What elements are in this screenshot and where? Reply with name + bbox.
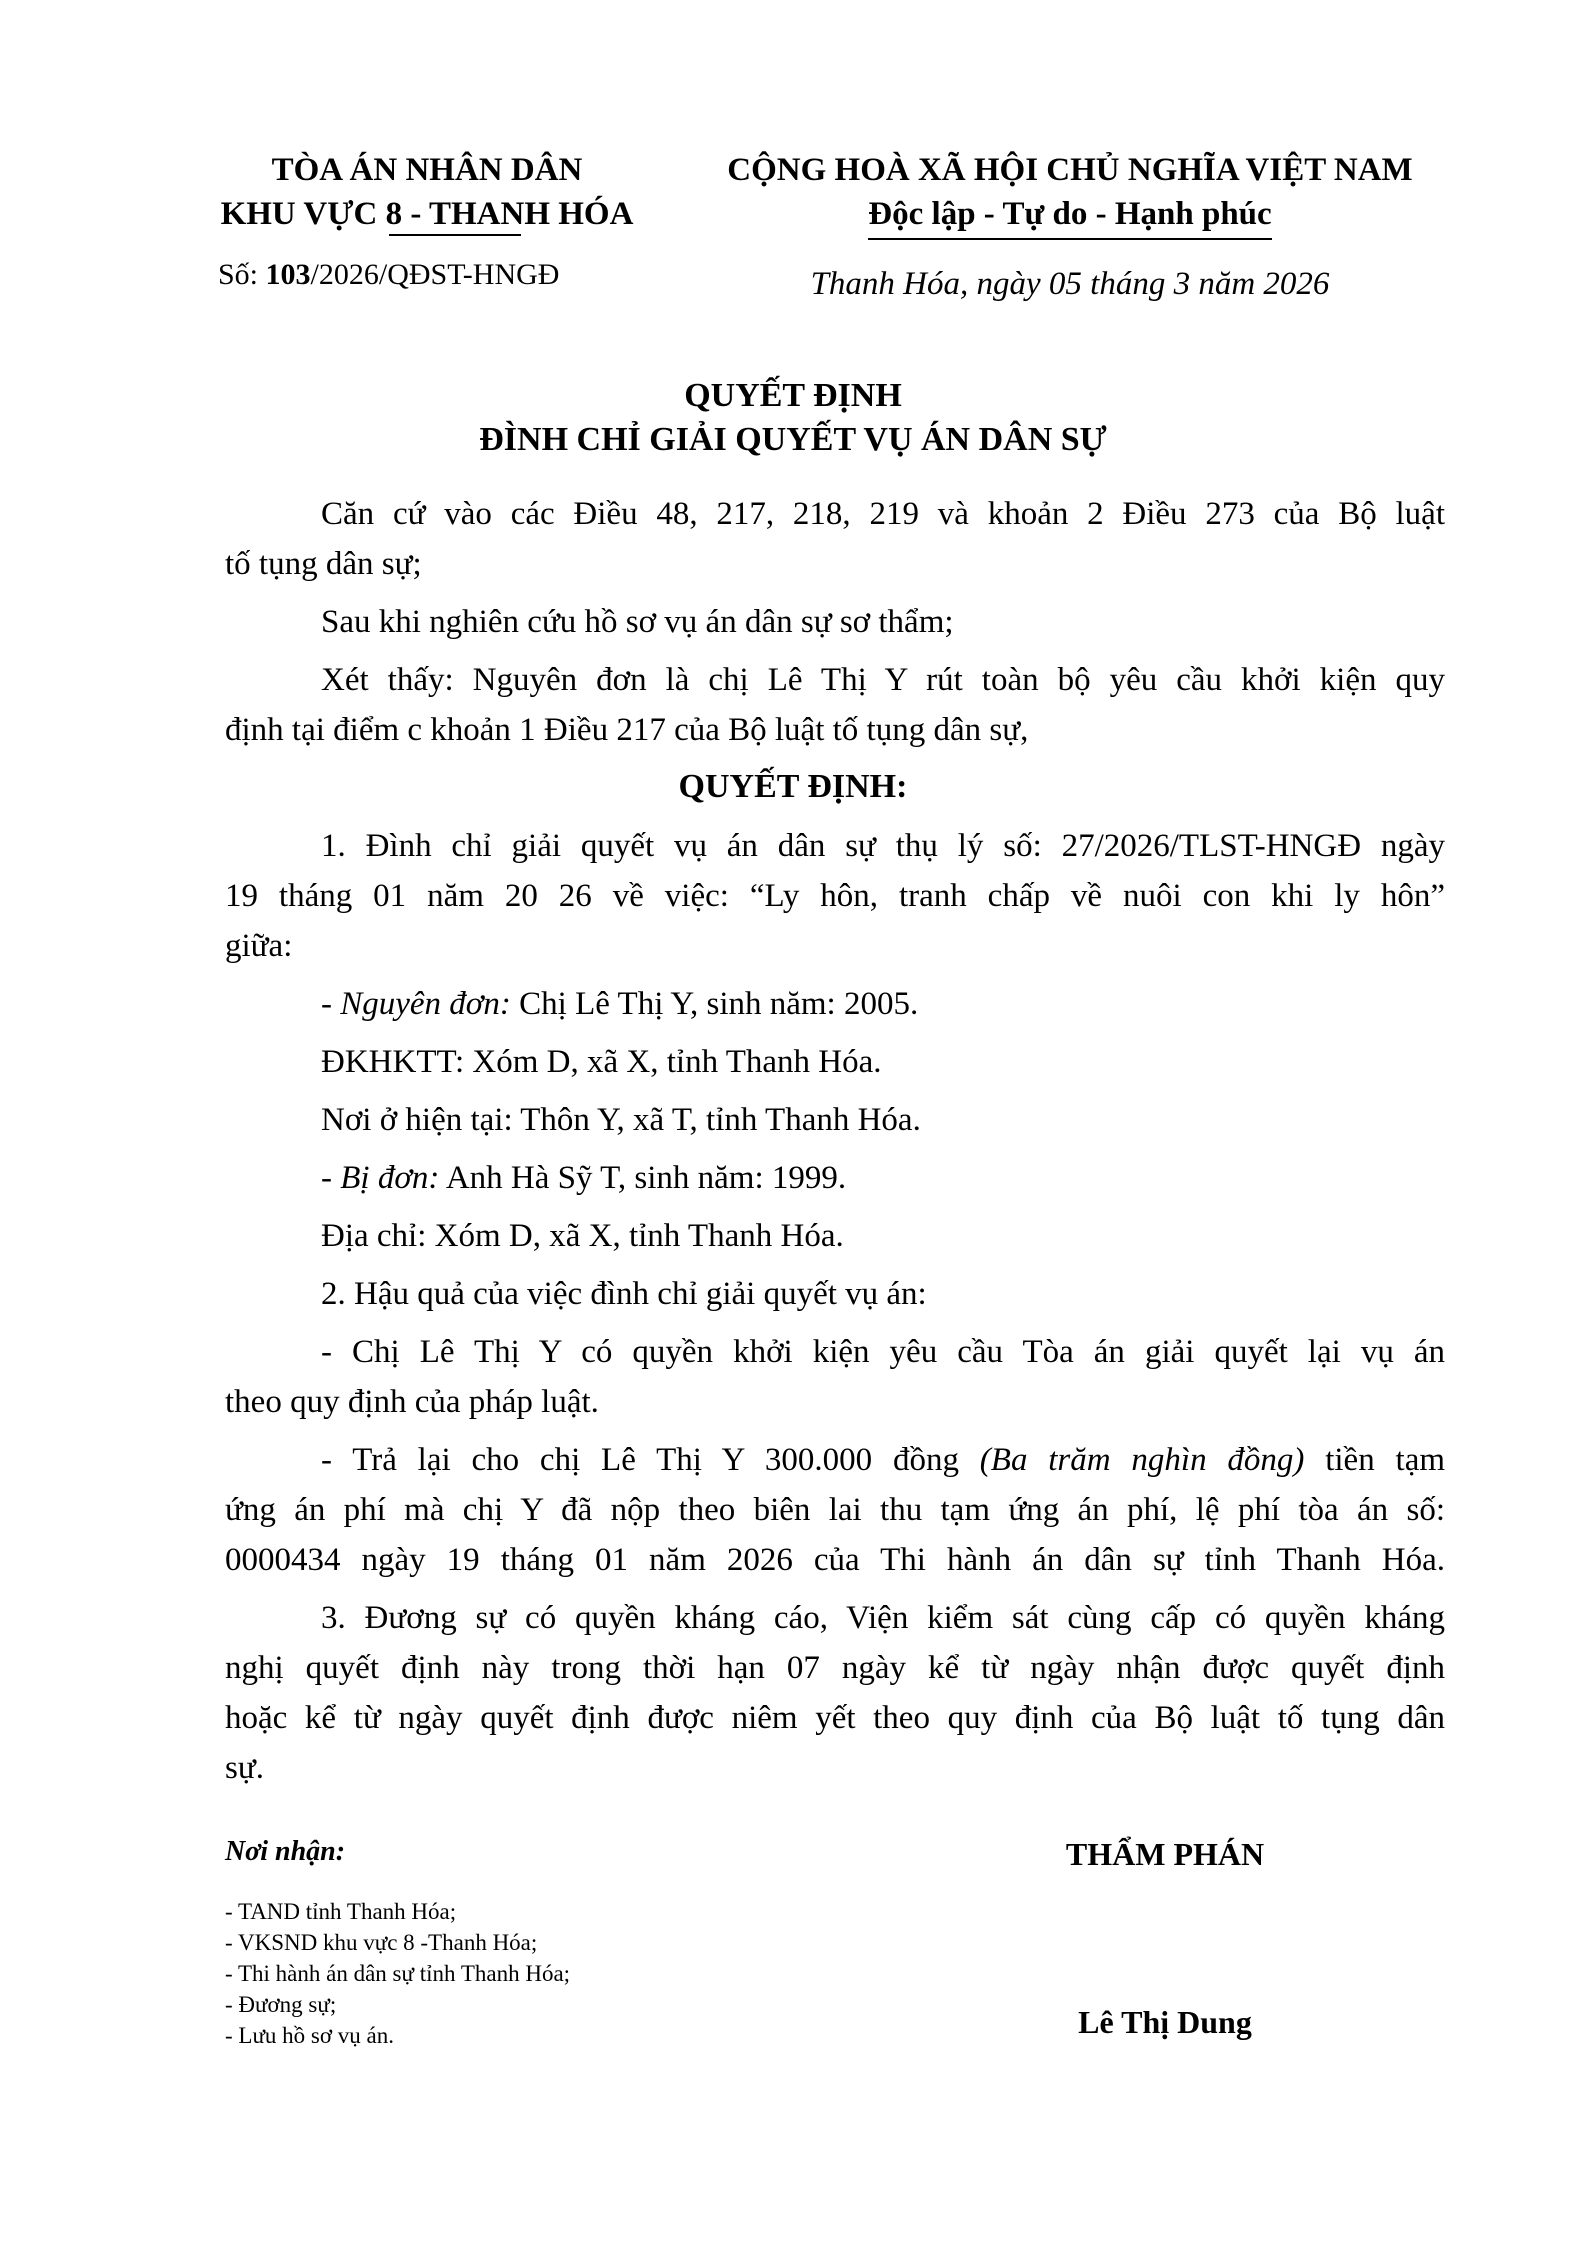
defendant-address: Địa chỉ: Xóm D, xã X, tỉnh Thanh Hóa. <box>321 1218 844 1254</box>
recipient-item: - Đương sự; <box>225 1992 337 2017</box>
plaintiff-registered-address: ĐKHKTT: Xóm D, xã X, tỉnh Thanh Hóa. <box>321 1044 882 1080</box>
basis-line1: Căn cứ vào các Điều 48, 217, 218, 219 và khoản 2 Điều 273 của Bộ luật <box>321 496 1445 532</box>
item2b-line3: 0000434 ngày 19 tháng 01 năm 2026 của Thi hành án dân sự tỉnh Thanh Hóa. <box>225 1542 1445 1578</box>
plaintiff-label: - Nguyên đơn: <box>321 986 511 1022</box>
national-header <box>690 148 1450 240</box>
court-name: TÒA ÁN NHÂN DÂN <box>271 152 583 188</box>
document-number-suffix: /2026/QĐST-HNGĐ <box>310 258 560 291</box>
consider-line2: định tại điểm c khoản 1 Điều 217 của Bộ luật tố tụng dân sự, <box>225 712 1029 748</box>
plaintiff-line <box>321 986 918 1023</box>
item2b-line1-end: tiền tạm <box>1304 1442 1446 1478</box>
document-title-line1: QUYẾT ĐỊNH <box>684 377 902 414</box>
plaintiff-current-address: Nơi ở hiện tại: Thôn Y, xã T, tỉnh Thanh Hóa. <box>321 1102 921 1138</box>
item2b-line1-start: - Trả lại cho chị Lê Thị Y 300.000 đồng <box>321 1442 980 1478</box>
document-number-prefix: Số: <box>218 258 266 291</box>
defendant-label: - Bị đơn: <box>321 1160 440 1196</box>
place-date: Thanh Hóa, ngày 05 tháng 3 năm 2026 <box>810 266 1330 302</box>
item2a-line1: - Chị Lê Thị Y có quyền khởi kiện yêu cầu Tòa án giải quyết lại vụ án <box>321 1334 1445 1370</box>
item2-heading: 2. Hậu quả của việc đình chỉ giải quyết vụ án: <box>321 1276 927 1312</box>
item3-line1: 3. Đương sự có quyền kháng cáo, Viện kiểm sát cùng cấp có quyền kháng <box>321 1600 1445 1636</box>
item1-line1: 1. Đình chỉ giải quyết vụ án dân sự thụ lý số: 27/2026/TLST-HNGĐ ngày <box>321 828 1445 864</box>
item2b-line1 <box>321 1442 1445 1479</box>
court-region: KHU VỰC 8 - THANH HÓA <box>220 196 634 232</box>
court-header <box>192 148 662 236</box>
judge-title: THẨM PHÁN <box>1065 1836 1265 1872</box>
item3-line3: hoặc kể từ ngày quyết định được niêm yết theo quy định của Bộ luật tố tụng dân <box>225 1700 1445 1736</box>
court-header-underline <box>389 234 521 236</box>
document-number-value: 103 <box>265 258 311 291</box>
item1-line3: giữa: <box>225 928 293 964</box>
study-paragraph: Sau khi nghiên cứu hồ sơ vụ án dân sự sơ thẩm; <box>321 604 954 640</box>
recipients-list <box>225 1896 570 2051</box>
basis-line2: tố tụng dân sự; <box>225 546 422 582</box>
item3-line2: nghị quyết định này trong thời hạn 07 ngày kể từ ngày nhận được quyết định <box>225 1650 1445 1686</box>
republic-name: CỘNG HOÀ XÃ HỘI CHỦ NGHĨA VIỆT NAM <box>727 152 1413 188</box>
item2b-line1-italic: (Ba trăm nghìn đồng) <box>979 1442 1305 1478</box>
document-number <box>218 258 559 292</box>
item2a-line2: theo quy định của pháp luật. <box>225 1384 599 1420</box>
recipients-title: Nơi nhận: <box>225 1836 346 1867</box>
document-title <box>0 374 1586 462</box>
defendant-line <box>321 1160 846 1197</box>
consider-line1: Xét thấy: Nguyên đơn là chị Lê Thị Y rút toàn bộ yêu cầu khởi kiện quy <box>321 662 1445 698</box>
recipient-item: - Lưu hồ sơ vụ án. <box>225 2023 394 2048</box>
defendant-value: Anh Hà Sỹ T, sinh năm: 1999. <box>439 1160 847 1196</box>
recipient-item: - Thi hành án dân sự tỉnh Thanh Hóa; <box>225 1961 571 1986</box>
plaintiff-value: Chị Lê Thị Y, sinh năm: 2005. <box>510 986 919 1022</box>
item3-line4: sự. <box>225 1750 264 1786</box>
judge-name: Lê Thị Dung <box>1078 2004 1252 2040</box>
national-motto: Độc lập - Tự do - Hạnh phúc <box>868 192 1271 240</box>
recipient-item: - TAND tỉnh Thanh Hóa; <box>225 1899 457 1924</box>
decision-heading: QUYẾT ĐỊNH: <box>678 768 908 805</box>
item2b-line2: ứng án phí mà chị Y đã nộp theo biên lai thu tạm ứng án phí, lệ phí tòa án số: <box>225 1492 1445 1528</box>
item1-line2: 19 tháng 01 năm 20 26 về việc: “Ly hôn, tranh chấp về nuôi con khi ly hôn” <box>225 878 1445 914</box>
recipient-item: - VKSND khu vực 8 -Thanh Hóa; <box>225 1930 538 1955</box>
document-title-line2: ĐÌNH CHỈ GIẢI QUYẾT VỤ ÁN DÂN SỰ <box>479 421 1107 458</box>
